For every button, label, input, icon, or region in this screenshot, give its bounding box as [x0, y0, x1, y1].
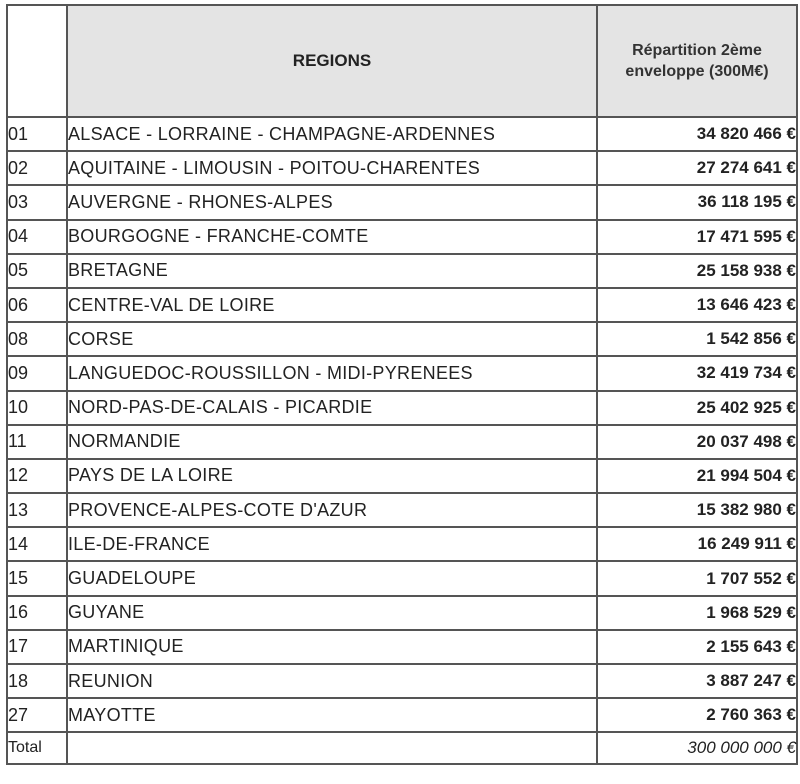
- regions-allocation-table: [6, 4, 798, 765]
- table-body: [7, 117, 797, 764]
- region-name: NORMANDIE: [67, 425, 597, 459]
- region-amount: 13 646 423 €: [597, 288, 797, 322]
- table-row: [7, 630, 797, 664]
- region-code: 27: [7, 698, 67, 732]
- region-amount: 2 155 643 €: [597, 630, 797, 664]
- region-amount: 1 968 529 €: [597, 596, 797, 630]
- regions-column-header: REGIONS: [67, 5, 597, 117]
- region-name: NORD-PAS-DE-CALAIS - PICARDIE: [67, 391, 597, 425]
- region-code: 17: [7, 630, 67, 664]
- region-code: 15: [7, 561, 67, 595]
- region-name: GUYANE: [67, 596, 597, 630]
- region-name: PROVENCE-ALPES-COTE D'AZUR: [67, 493, 597, 527]
- table-row: [7, 254, 797, 288]
- region-amount: 32 419 734 €: [597, 356, 797, 390]
- region-name: LANGUEDOC-ROUSSILLON - MIDI-PYRENEES: [67, 356, 597, 390]
- region-code: 10: [7, 391, 67, 425]
- table-row: [7, 459, 797, 493]
- table-row: [7, 220, 797, 254]
- region-code: 06: [7, 288, 67, 322]
- code-column-header: [7, 5, 67, 117]
- table-row: [7, 425, 797, 459]
- region-code: 12: [7, 459, 67, 493]
- region-name: GUADELOUPE: [67, 561, 597, 595]
- region-code: 03: [7, 185, 67, 219]
- region-amount: 2 760 363 €: [597, 698, 797, 732]
- region-name: BRETAGNE: [67, 254, 597, 288]
- region-amount: 3 887 247 €: [597, 664, 797, 698]
- region-amount: 17 471 595 €: [597, 220, 797, 254]
- region-name: PAYS DE LA LOIRE: [67, 459, 597, 493]
- region-code: 04: [7, 220, 67, 254]
- region-code: 11: [7, 425, 67, 459]
- table-row: [7, 493, 797, 527]
- region-amount: 21 994 504 €: [597, 459, 797, 493]
- table-row: [7, 561, 797, 595]
- region-code: 16: [7, 596, 67, 630]
- table-row: [7, 596, 797, 630]
- region-code: 09: [7, 356, 67, 390]
- region-name: ILE-DE-FRANCE: [67, 527, 597, 561]
- total-row: [7, 732, 797, 764]
- table-row: [7, 185, 797, 219]
- region-amount: 25 402 925 €: [597, 391, 797, 425]
- table-row: [7, 391, 797, 425]
- total-amount: 300 000 000 €: [597, 732, 797, 764]
- region-name: MARTINIQUE: [67, 630, 597, 664]
- region-code: 05: [7, 254, 67, 288]
- region-name: BOURGOGNE - FRANCHE-COMTE: [67, 220, 597, 254]
- region-code: 08: [7, 322, 67, 356]
- region-name: REUNION: [67, 664, 597, 698]
- region-code: 02: [7, 151, 67, 185]
- table-row: [7, 117, 797, 151]
- total-spacer: [67, 732, 597, 764]
- region-name: MAYOTTE: [67, 698, 597, 732]
- amount-column-header: Répartition 2ème enveloppe (300M€): [597, 5, 797, 117]
- table-row: [7, 698, 797, 732]
- region-name: AUVERGNE - RHONES-ALPES: [67, 185, 597, 219]
- region-amount: 15 382 980 €: [597, 493, 797, 527]
- region-code: 13: [7, 493, 67, 527]
- region-amount: 34 820 466 €: [597, 117, 797, 151]
- total-label: Total: [7, 732, 67, 764]
- region-name: CENTRE-VAL DE LOIRE: [67, 288, 597, 322]
- region-code: 01: [7, 117, 67, 151]
- region-amount: 36 118 195 €: [597, 185, 797, 219]
- table-row: [7, 322, 797, 356]
- region-amount: 1 707 552 €: [597, 561, 797, 595]
- region-name: AQUITAINE - LIMOUSIN - POITOU-CHARENTES: [67, 151, 597, 185]
- region-code: 18: [7, 664, 67, 698]
- table-row: [7, 151, 797, 185]
- region-amount: 25 158 938 €: [597, 254, 797, 288]
- region-name: ALSACE - LORRAINE - CHAMPAGNE-ARDENNES: [67, 117, 597, 151]
- table-row: [7, 356, 797, 390]
- region-amount: 16 249 911 €: [597, 527, 797, 561]
- table-header-row: [7, 5, 797, 117]
- region-amount: 1 542 856 €: [597, 322, 797, 356]
- table-row: [7, 288, 797, 322]
- region-amount: 20 037 498 €: [597, 425, 797, 459]
- table-row: [7, 664, 797, 698]
- region-name: CORSE: [67, 322, 597, 356]
- table-row: [7, 527, 797, 561]
- region-code: 14: [7, 527, 67, 561]
- region-amount: 27 274 641 €: [597, 151, 797, 185]
